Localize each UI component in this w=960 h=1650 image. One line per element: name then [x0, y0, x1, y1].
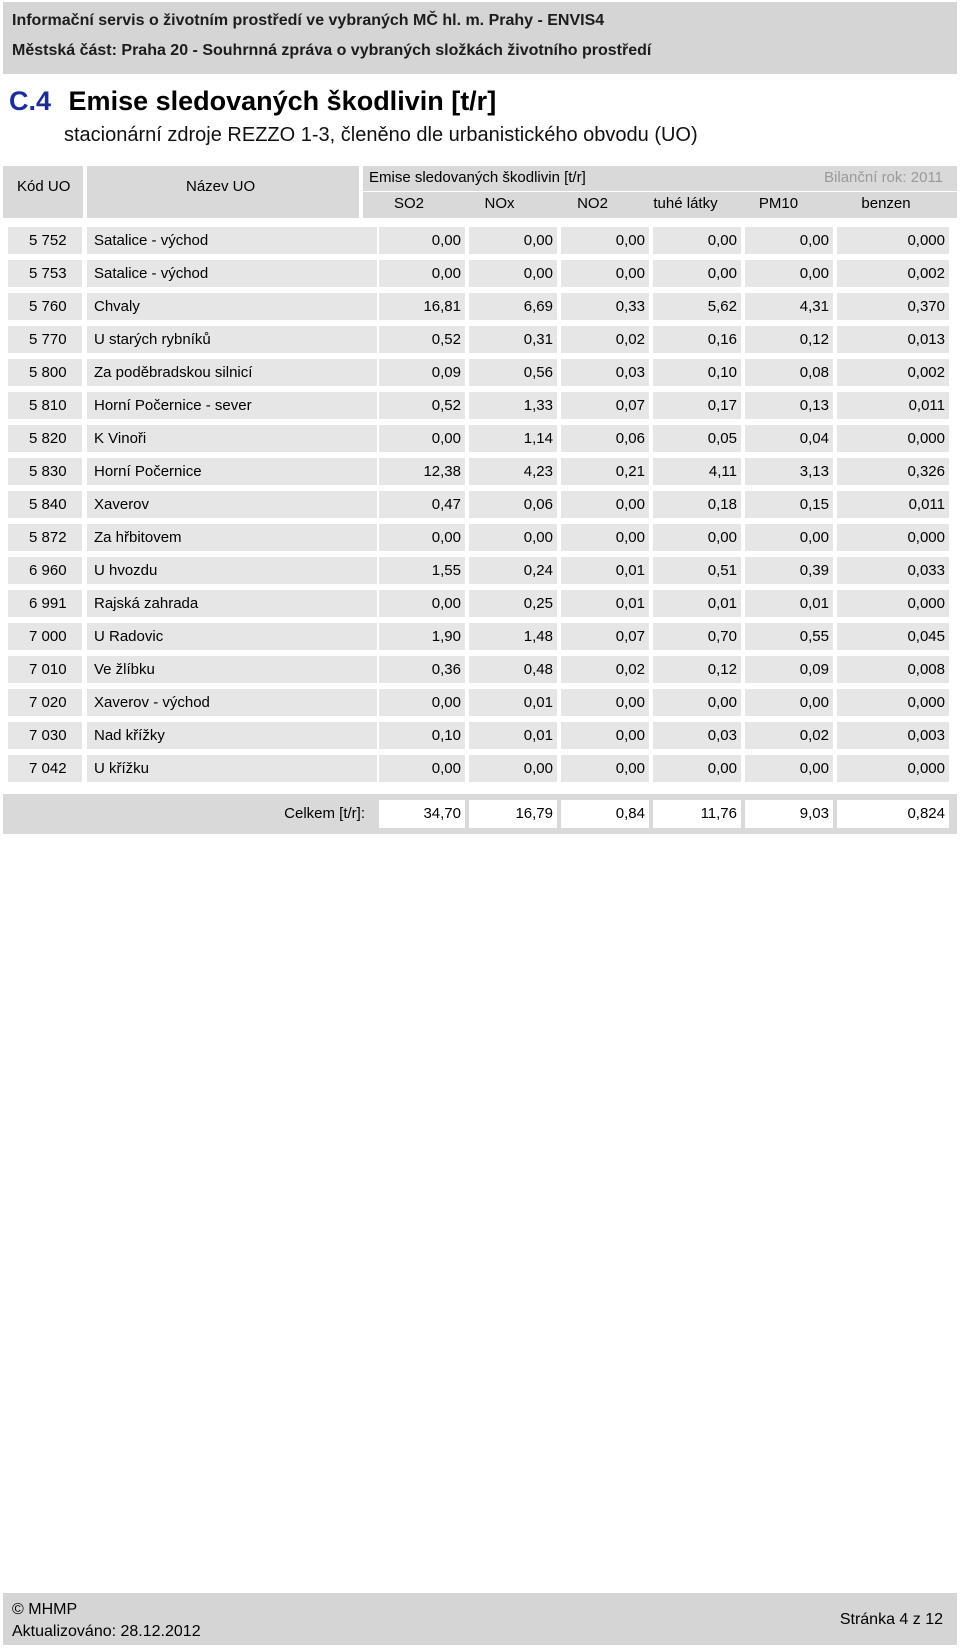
totals-row — [3, 794, 957, 834]
header-divider — [363, 191, 957, 192]
uo-code: 7 010 — [8, 656, 82, 683]
value-no2: 0,01 — [561, 557, 649, 584]
value-benzen: 0,011 — [837, 491, 949, 518]
value-benzen: 0,000 — [837, 227, 949, 254]
uo-name: Satalice - východ — [87, 260, 377, 287]
table-row — [3, 554, 957, 587]
table-row — [3, 224, 957, 257]
value-so2: 0,00 — [379, 524, 465, 551]
uo-name: Xaverov - východ — [87, 689, 377, 716]
value-benzen: 0,011 — [837, 392, 949, 419]
section-title-text: Emise sledovaných škodlivin [t/r] — [68, 86, 497, 116]
total-no2: 0,84 — [561, 800, 649, 828]
value-tuhe-latky: 0,00 — [653, 524, 741, 551]
value-so2: 0,52 — [379, 392, 465, 419]
value-so2: 0,00 — [379, 755, 465, 782]
value-nox: 1,48 — [469, 623, 557, 650]
value-nox: 0,00 — [469, 227, 557, 254]
value-pm10: 0,08 — [745, 359, 833, 386]
header-service-title: Informační servis o životním prostředí ve vybraných MČ hl. m. Prahy - ENVIS4 — [12, 12, 605, 29]
uo-name: Horní Počernice - sever — [87, 392, 377, 419]
value-nox: 6,69 — [469, 293, 557, 320]
value-pm10: 0,02 — [745, 722, 833, 749]
value-tuhe-latky: 5,62 — [653, 293, 741, 320]
uo-code: 7 042 — [8, 755, 82, 782]
uo-name: Za hřbitovem — [87, 524, 377, 551]
value-nox: 0,00 — [469, 260, 557, 287]
value-so2: 12,38 — [379, 458, 465, 485]
value-tuhe-latky: 0,00 — [653, 260, 741, 287]
uo-name: Rajská zahrada — [87, 590, 377, 617]
value-pm10: 0,00 — [745, 227, 833, 254]
value-tuhe-latky: 0,03 — [653, 722, 741, 749]
uo-name: Za poděbradskou silnicí — [87, 359, 377, 386]
value-so2: 0,00 — [379, 425, 465, 452]
total-label: Celkem [t/r]: — [284, 805, 365, 822]
value-pm10: 0,39 — [745, 557, 833, 584]
value-nox: 0,56 — [469, 359, 557, 386]
value-no2: 0,00 — [561, 227, 649, 254]
value-no2: 0,00 — [561, 260, 649, 287]
value-no2: 0,00 — [561, 491, 649, 518]
value-no2: 0,07 — [561, 623, 649, 650]
year-label: Bilanční rok: 2011 — [824, 169, 943, 186]
value-nox: 0,01 — [469, 689, 557, 716]
uo-name: Horní Počernice — [87, 458, 377, 485]
value-nox: 1,14 — [469, 425, 557, 452]
value-nox: 0,31 — [469, 326, 557, 353]
uo-name: Xaverov — [87, 491, 377, 518]
value-benzen: 0,008 — [837, 656, 949, 683]
table-row — [3, 752, 957, 785]
value-benzen: 0,013 — [837, 326, 949, 353]
value-pm10: 0,00 — [745, 689, 833, 716]
value-tuhe-latky: 0,00 — [653, 755, 741, 782]
value-nox: 0,06 — [469, 491, 557, 518]
value-nox: 0,25 — [469, 590, 557, 617]
section-title — [9, 86, 496, 117]
value-benzen: 0,370 — [837, 293, 949, 320]
value-no2: 0,07 — [561, 392, 649, 419]
column-header-name: Název UO — [186, 178, 256, 195]
value-no2: 0,02 — [561, 656, 649, 683]
table-row — [3, 653, 957, 686]
table-body — [3, 224, 957, 785]
footer-copyright: © MHMP — [12, 1601, 78, 1618]
value-benzen: 0,326 — [837, 458, 949, 485]
value-pm10: 0,09 — [745, 656, 833, 683]
value-no2: 0,01 — [561, 590, 649, 617]
value-pm10: 0,01 — [745, 590, 833, 617]
column-header-nox: NOx — [484, 195, 515, 212]
table-row — [3, 719, 957, 752]
table-row — [3, 389, 957, 422]
value-nox: 0,01 — [469, 722, 557, 749]
value-no2: 0,06 — [561, 425, 649, 452]
column-header-no2: NO2 — [577, 195, 608, 212]
table-header — [3, 166, 957, 218]
page-footer — [3, 1593, 957, 1645]
value-tuhe-latky: 0,05 — [653, 425, 741, 452]
value-tuhe-latky: 0,70 — [653, 623, 741, 650]
section-subtitle: stacionární zdroje REZZO 1-3, členěno dle urbanistického obvodu (UO) — [64, 124, 698, 146]
uo-code: 5 810 — [8, 392, 82, 419]
uo-name: U hvozdu — [87, 557, 377, 584]
value-so2: 0,36 — [379, 656, 465, 683]
column-header-code: Kód UO — [17, 178, 71, 195]
value-pm10: 0,00 — [745, 524, 833, 551]
value-pm10: 4,31 — [745, 293, 833, 320]
uo-name: U křížku — [87, 755, 377, 782]
value-benzen: 0,033 — [837, 557, 949, 584]
value-pm10: 0,13 — [745, 392, 833, 419]
value-tuhe-latky: 0,18 — [653, 491, 741, 518]
table-row — [3, 686, 957, 719]
section-number: C.4 — [9, 86, 52, 116]
uo-code: 7 020 — [8, 689, 82, 716]
table-row — [3, 455, 957, 488]
column-header-pm10: PM10 — [758, 195, 799, 212]
uo-code: 5 830 — [8, 458, 82, 485]
value-so2: 0,10 — [379, 722, 465, 749]
uo-code: 7 000 — [8, 623, 82, 650]
value-benzen: 0,000 — [837, 755, 949, 782]
value-pm10: 0,04 — [745, 425, 833, 452]
uo-code: 5 820 — [8, 425, 82, 452]
value-benzen: 0,045 — [837, 623, 949, 650]
value-so2: 0,00 — [379, 689, 465, 716]
uo-code: 5 872 — [8, 524, 82, 551]
table-row — [3, 257, 957, 290]
uo-name: K Vinoři — [87, 425, 377, 452]
table-row — [3, 620, 957, 653]
uo-code: 5 760 — [8, 293, 82, 320]
value-benzen: 0,002 — [837, 359, 949, 386]
value-nox: 0,48 — [469, 656, 557, 683]
table-row — [3, 356, 957, 389]
uo-name: Satalice - východ — [87, 227, 377, 254]
value-nox: 4,23 — [469, 458, 557, 485]
page-header — [3, 2, 957, 74]
uo-code: 5 753 — [8, 260, 82, 287]
value-no2: 0,21 — [561, 458, 649, 485]
total-benzen: 0,824 — [837, 800, 949, 828]
total-pm10: 9,03 — [745, 800, 833, 828]
value-benzen: 0,003 — [837, 722, 949, 749]
value-so2: 0,52 — [379, 326, 465, 353]
value-tuhe-latky: 0,00 — [653, 689, 741, 716]
value-no2: 0,03 — [561, 359, 649, 386]
uo-code: 5 770 — [8, 326, 82, 353]
value-pm10: 0,00 — [745, 260, 833, 287]
value-tuhe-latky: 4,11 — [653, 458, 741, 485]
value-benzen: 0,000 — [837, 524, 949, 551]
value-pm10: 3,13 — [745, 458, 833, 485]
column-header-benzen: benzen — [861, 195, 911, 212]
uo-name: U starých rybníků — [87, 326, 377, 353]
value-tuhe-latky: 0,17 — [653, 392, 741, 419]
value-tuhe-latky: 0,00 — [653, 227, 741, 254]
value-tuhe-latky: 0,10 — [653, 359, 741, 386]
uo-code: 7 030 — [8, 722, 82, 749]
value-no2: 0,00 — [561, 524, 649, 551]
value-no2: 0,00 — [561, 722, 649, 749]
value-no2: 0,00 — [561, 689, 649, 716]
value-so2: 0,00 — [379, 260, 465, 287]
uo-name: Ve žlíbku — [87, 656, 377, 683]
uo-name: Chvaly — [87, 293, 377, 320]
value-nox: 0,00 — [469, 755, 557, 782]
value-tuhe-latky: 0,12 — [653, 656, 741, 683]
footer-page-number: Stránka 4 z 12 — [839, 1611, 943, 1628]
value-tuhe-latky: 0,51 — [653, 557, 741, 584]
value-nox: 0,24 — [469, 557, 557, 584]
value-so2: 16,81 — [379, 293, 465, 320]
uo-code: 6 960 — [8, 557, 82, 584]
value-so2: 0,00 — [379, 227, 465, 254]
value-pm10: 0,55 — [745, 623, 833, 650]
value-pm10: 0,00 — [745, 755, 833, 782]
uo-name: Nad křížky — [87, 722, 377, 749]
value-nox: 1,33 — [469, 392, 557, 419]
table-row — [3, 587, 957, 620]
value-benzen: 0,000 — [837, 689, 949, 716]
value-benzen: 0,000 — [837, 590, 949, 617]
column-header-so2: SO2 — [393, 195, 424, 212]
value-so2: 1,90 — [379, 623, 465, 650]
uo-code: 6 991 — [8, 590, 82, 617]
value-no2: 0,02 — [561, 326, 649, 353]
uo-code: 5 752 — [8, 227, 82, 254]
value-so2: 0,00 — [379, 590, 465, 617]
value-benzen: 0,002 — [837, 260, 949, 287]
table-row — [3, 290, 957, 323]
value-pm10: 0,15 — [745, 491, 833, 518]
table-row — [3, 422, 957, 455]
uo-code: 5 800 — [8, 359, 82, 386]
column-group-label: Emise sledovaných škodlivin [t/r] — [369, 169, 586, 186]
table-row — [3, 521, 957, 554]
total-so2: 34,70 — [379, 800, 465, 828]
value-no2: 0,33 — [561, 293, 649, 320]
value-no2: 0,00 — [561, 755, 649, 782]
table-row — [3, 323, 957, 356]
header-district-title: Městská část: Praha 20 - Souhrnná zpráva o vybraných složkách životního prostředí — [12, 42, 652, 59]
value-tuhe-latky: 0,01 — [653, 590, 741, 617]
value-tuhe-latky: 0,16 — [653, 326, 741, 353]
value-so2: 0,09 — [379, 359, 465, 386]
uo-code: 5 840 — [8, 491, 82, 518]
column-header-tuhe-latky: tuhé látky — [653, 195, 718, 212]
total-tuhe-latky: 11,76 — [653, 800, 741, 828]
total-nox: 16,79 — [469, 800, 557, 828]
value-so2: 1,55 — [379, 557, 465, 584]
value-so2: 0,47 — [379, 491, 465, 518]
table-row — [3, 488, 957, 521]
uo-name: U Radovic — [87, 623, 377, 650]
footer-updated: Aktualizováno: 28.12.2012 — [12, 1623, 201, 1640]
value-benzen: 0,000 — [837, 425, 949, 452]
value-nox: 0,00 — [469, 524, 557, 551]
value-pm10: 0,12 — [745, 326, 833, 353]
